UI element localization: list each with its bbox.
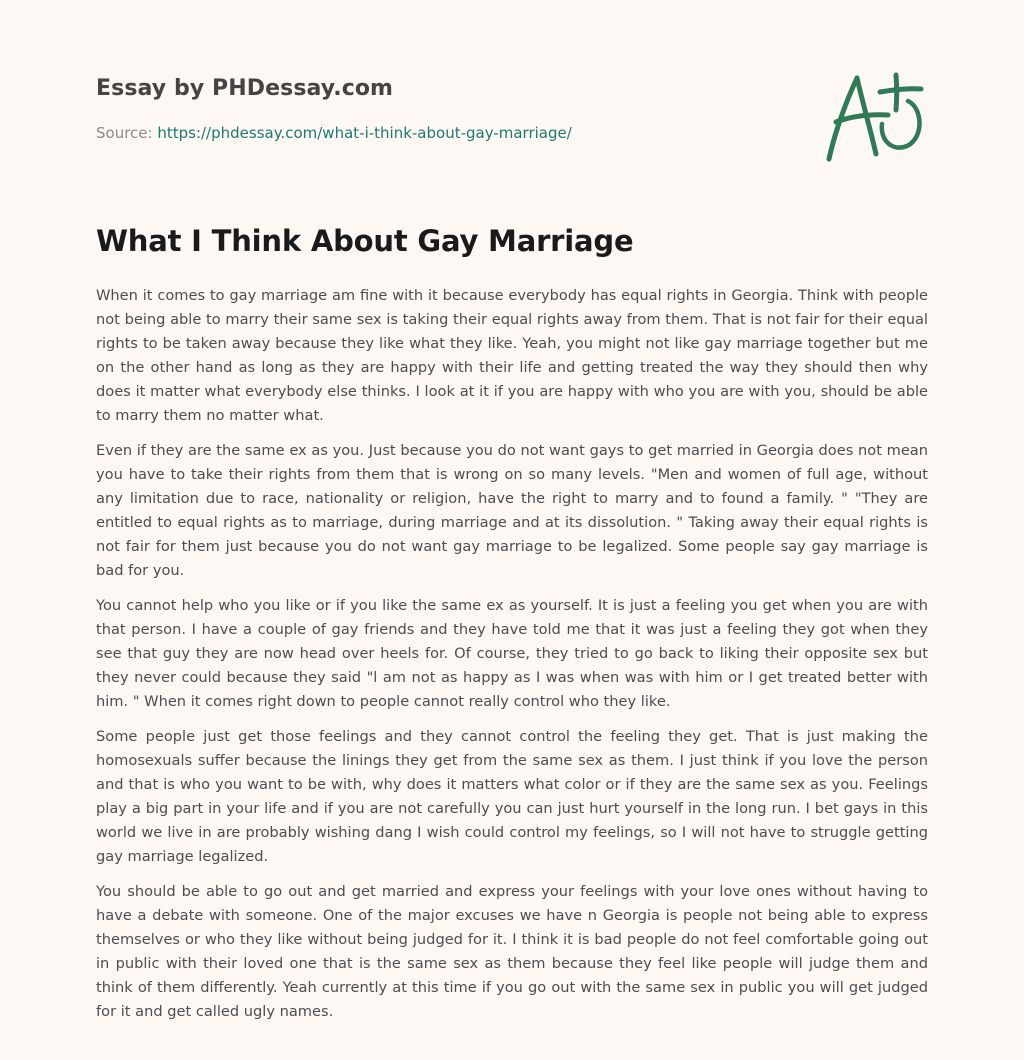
site-title: Essay by PHDessay.com: [96, 76, 394, 101]
essay-paragraph: When it comes to gay marriage am fine with it because everybody has equal rights in Georgia. Think with people not being able to marry their same sex is taking their equal rights away from them. That is not fair for their equal rights to be taken away because they like what they like. Yeah, you might not like gay marriage together but me on the other hand as long as they are happy with their life and getting treated the way they should then why does it matter what everybody else thinks. I look at it if you are happy with who you are with you, should be able to marry them no matter what.: [96, 287, 928, 424]
essay-paragraph: Some people just get those feelings and they cannot control the feeling they get. That is just making the homosexuals suffer because the linings they get from the same sex as them. I just think if you love the person and that is who you want to be with, why does it matters what color or if they are the same sex as you. Feelings play a big part in your life and if you are not carefully you can just hurt yourself in the long run. I bet gays in this world we live in are probably wishing dang I wish could control my feelings, so I will not have to struggle getting gay marriage legalized.: [96, 728, 928, 865]
source-link[interactable]: https://phdessay.com/what-i-think-about-gay-marriage/: [157, 124, 572, 142]
essay-title: What I Think About Gay Marriage: [96, 224, 634, 258]
source-label: Source:: [96, 124, 158, 142]
essay-paragraph: Even if they are the same ex as you. Just because you do not want gays to get married in Georgia does not mean you have to take their rights from them that is wrong on so many levels. "Men and women of full age, without any limitation due to race, nationality or religion, have the right to marry and to found a family. " "They are entitled to equal rights as to marriage, during marriage and at its dissolution. " Taking away their equal rights is not fair for them just because you do not want gay marriage to be legalized. Some people say gay marriage is bad for you.: [96, 442, 928, 579]
essay-paragraph: You should be able to go out and get married and express your feelings with your love ones without having to have a debate with someone. One of the major excuses we have n Georgia is people not being able to express themselves or who they like without being judged for it. I think it is bad people do not feel comfortable going out in public with their loved one that is the same sex as them because they feel like people will judge them and think of them differently. Yeah currently at this time if you go out with the same sex in public you will get judged for it and get called ugly names.: [96, 883, 928, 1020]
essay-paragraph: You cannot help who you like or if you like the same ex as yourself. It is just a feeling you get when you are with that person. I have a couple of gay friends and they have told me that it was just a feeling they got when they see that guy they are now head over heels for. Of course, they tried to go back to liking their opposite sex but they never could because they said "l am not as happy as I was when was with him or I get treated better with him. " When it comes right down to people cannot really control who they like.: [96, 597, 928, 710]
source-line: [96, 124, 572, 142]
essay-body: [96, 284, 928, 1035]
a-plus-grade-icon: [820, 66, 932, 166]
